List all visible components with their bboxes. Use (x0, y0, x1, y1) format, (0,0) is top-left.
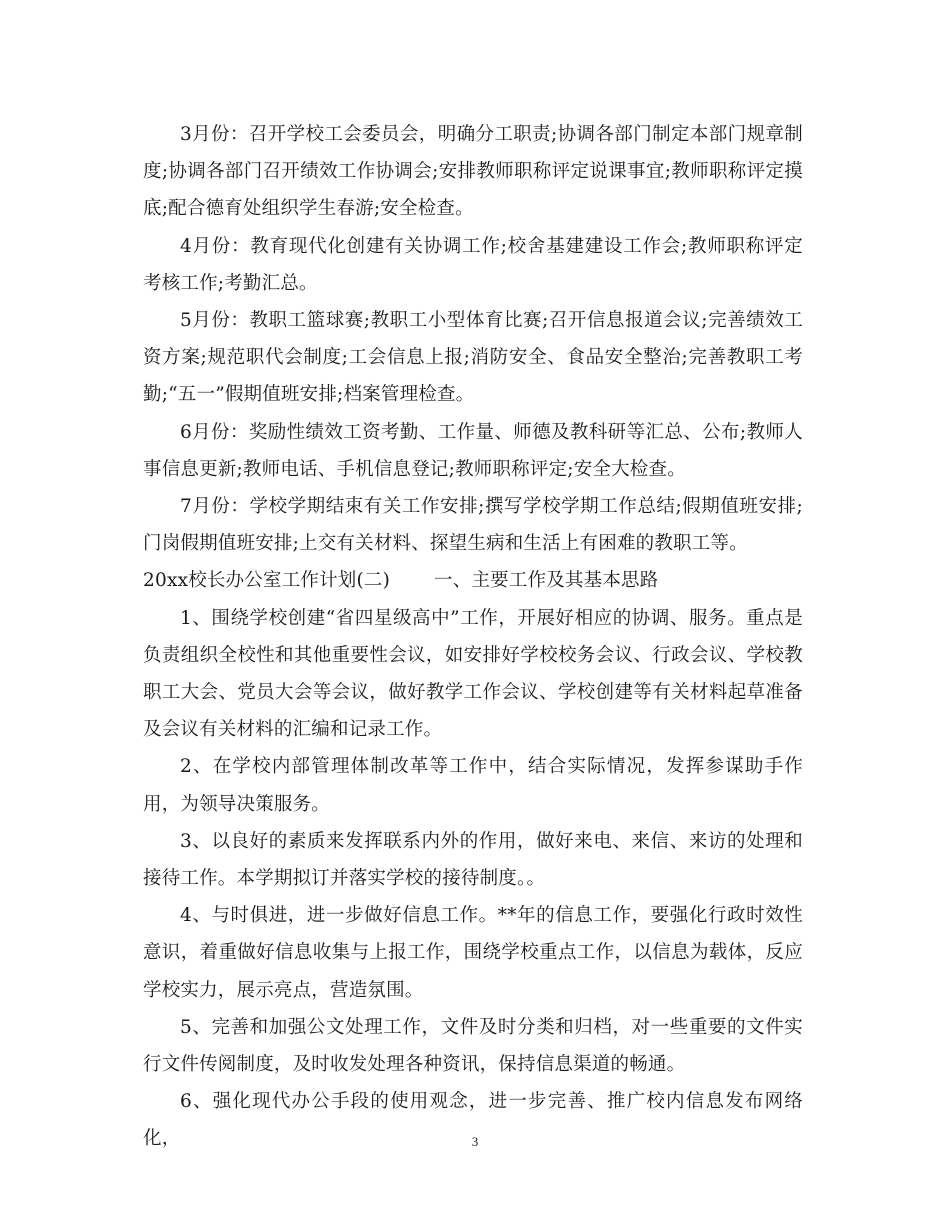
paragraph-july: 7月份：学校学期结束有关工作安排;撰写学校学期工作总结;假期值班安排;门岗假期值班安排;上交有关材料、探望生病和生活上有困难的教职工等。 (143, 496, 803, 555)
paragraph-june: 6月份：奖励性绩效工资考勤、工作量、师德及教科研等汇总、公布;教师人事信息更新;教师电话、手机信息登记;教师职称评定;安全大检查。 (143, 421, 803, 480)
section-subtitle: 一、主要工作及其基本思路 (434, 570, 659, 592)
paragraph-april: 4月份：教育现代化创建有关协调工作;校舍基建建设工作会;教师职称评定考核工作;考勤汇总。 (143, 235, 803, 294)
document-body (143, 116, 803, 1158)
list-item-1: 1、围绕学校创建“省四星级高中”工作，开展好相应的协调、服务。重点是负责组织全校性和其他重要性会议，如安排好学校校务会议、行政会议、学校教职工大会、党员大会等会议，做好教学工作会议、学校创建等有关材料起草准备及会议有关材料的汇编和记录工作。 (143, 607, 803, 741)
paragraph-may: 5月份：教职工篮球赛;教职工小型体育比赛;召开信息报道会议;完善绩效工资方案;规范职代会制度;工会信息上报;消防安全、食品安全整治;完善教职工考勤;“五一”假期值班安排;档案管理检查。 (143, 310, 803, 406)
list-item-5: 5、完善和加强公文处理工作，文件及时分类和归档，对一些重要的文件实行文件传阅制度，及时收发处理各种资讯，保持信息渠道的畅通。 (143, 1016, 803, 1076)
page-number: 3 (471, 1134, 479, 1149)
list-item-4: 4、与时俱进，进一步做好信息工作。**年的信息工作，要强化行政时效性意识，着重做好信息收集与上报工作，围绕学校重点工作，以信息为载体，反应学校实力，展示亮点，营造氛围。 (143, 905, 803, 1001)
list-item-2: 2、在学校内部管理体制改革等工作中，结合实际情况，发挥参谋助手作用，为领导决策服务。 (143, 756, 803, 815)
list-item-3: 3、以良好的素质来发挥联系内外的作用，做好来电、来信、来访的处理和接待工作。本学期拟订并落实学校的接待制度。。 (143, 830, 803, 890)
section-heading (143, 562, 803, 599)
paragraph-march: 3月份：召开学校工会委员会，明确分工职责;协调各部门制定本部门规章制度;协调各部门召开绩效工作协调会;安排教师职称评定说课事宜;教师职称评定摸底;配合德育处组织学生春游;安全检查。 (143, 124, 803, 220)
list-item-6: 6、强化现代办公手段的使用观念，进一步完善、推广校内信息发布网络化， (143, 1091, 803, 1150)
section-title: 20xx校长办公室工作计划(二) (143, 570, 391, 592)
